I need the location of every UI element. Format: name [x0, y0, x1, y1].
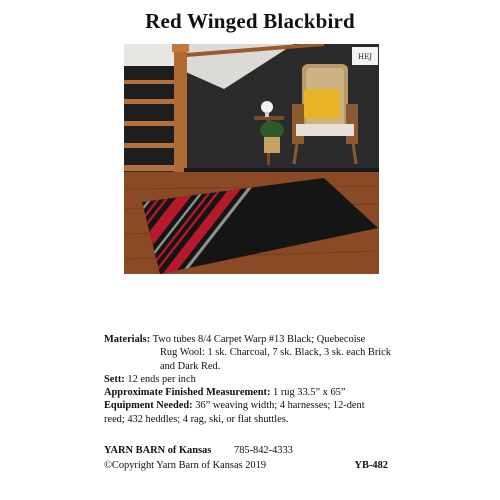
- room-illustration: [124, 44, 379, 274]
- sett-label: Sett:: [104, 373, 125, 385]
- pattern-specs: [104, 333, 404, 426]
- planter: [264, 137, 280, 153]
- wall-sign-text: HEJ: [358, 53, 373, 61]
- footer-contact: [104, 444, 388, 457]
- brand-name: YARN BARN of Kansas: [104, 445, 212, 456]
- plant: [260, 121, 284, 139]
- sett-row: [104, 373, 404, 386]
- equipment-label: Equipment Needed:: [104, 400, 193, 412]
- equipment-line-2: reed; 432 heddles; 4 rag, ski, or flat shuttles.: [104, 413, 289, 425]
- equipment-row: [104, 399, 404, 412]
- sett-value: 12 ends per inch: [127, 373, 196, 385]
- page-title: Red Winged Blackbird: [145, 9, 355, 33]
- footer-copyright: [104, 459, 388, 472]
- materials-line-1: Two tubes 8/4 Carpet Warp #13 Black; Quebecoise: [152, 334, 366, 345]
- equipment-line-1: 36” weaving width; 4 harnesses; 12-dent: [195, 400, 365, 412]
- white-wall: [124, 44, 179, 69]
- materials-row: [104, 333, 404, 346]
- materials-label: Materials:: [104, 334, 151, 345]
- yellow-pillow: [304, 89, 340, 119]
- copyright-text: ©Copyright Yarn Barn of Kansas 2019: [104, 460, 267, 471]
- lamp: [261, 101, 273, 113]
- materials-line-3: and Dark Red.: [160, 360, 221, 372]
- product-photo: [124, 44, 379, 274]
- measurement-value: 1 rug 33.5” x 65”: [273, 387, 346, 399]
- pattern-code: YB-482: [354, 460, 388, 471]
- phone-number: 785-842-4333: [234, 445, 293, 456]
- measurement-label: Approximate Finished Measurement:: [104, 387, 271, 399]
- newel-post: [174, 44, 187, 179]
- materials-line-2: Rug Wool: 1 sk. Charcoal, 7 sk. Black, 3 sk. each Brick: [160, 347, 391, 359]
- measurement-row: [104, 386, 404, 399]
